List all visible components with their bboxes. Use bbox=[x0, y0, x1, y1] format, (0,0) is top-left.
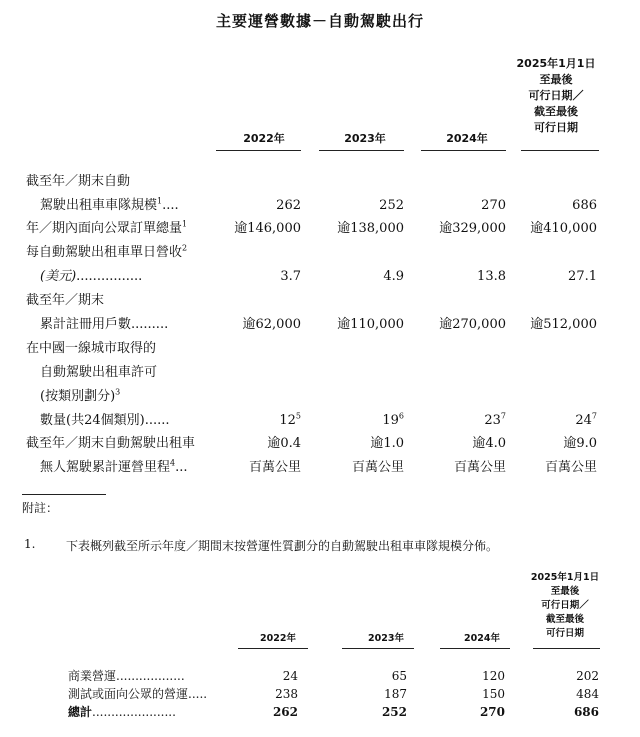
cell-value: 百萬公里 bbox=[248, 460, 301, 475]
cell-value: 逾146,000 bbox=[234, 221, 301, 236]
cell-value: 238 bbox=[275, 687, 298, 701]
col-header-2023: 2023年 bbox=[368, 633, 404, 644]
cell-value: 百萬公里 bbox=[453, 460, 506, 475]
header-line: 至最後 bbox=[539, 73, 573, 86]
row-label bbox=[40, 387, 120, 407]
cell-value bbox=[420, 411, 506, 431]
cell-value: 逾110,000 bbox=[337, 317, 404, 332]
cell-value: 逾62,000 bbox=[242, 317, 301, 332]
leader-dots: ..... bbox=[188, 687, 208, 701]
row-label: 截至年／期末 bbox=[26, 293, 105, 308]
header-underline bbox=[440, 648, 510, 649]
row-label bbox=[40, 267, 142, 287]
col-header-2025-period bbox=[528, 571, 602, 641]
value-text: 23 bbox=[484, 413, 501, 428]
label-text: 每自動駕駛出租車單日營收 bbox=[26, 245, 183, 260]
row-label: 在中國一線城市取得的 bbox=[26, 341, 157, 356]
cell-value: 逾410,000 bbox=[530, 221, 597, 236]
notes-title: 附註： bbox=[22, 501, 59, 515]
row-label bbox=[40, 458, 188, 478]
cell-value: 262 bbox=[276, 198, 301, 213]
cell-value: 270 bbox=[479, 705, 505, 719]
header-line: 可行日期 bbox=[534, 121, 578, 134]
cell-value: 187 bbox=[384, 687, 407, 701]
cell-value: 686 bbox=[572, 198, 597, 213]
cell-value: 252 bbox=[381, 705, 407, 719]
label-text: 無人駕駛累計運營里程 bbox=[40, 460, 171, 475]
header-line: 可行日期／ bbox=[528, 89, 584, 102]
header-underline bbox=[521, 150, 599, 151]
header-underline bbox=[238, 648, 308, 649]
col-header-2024: 2024年 bbox=[464, 633, 500, 644]
cell-value: 逾512,000 bbox=[530, 317, 597, 332]
cell-value: 24 bbox=[282, 669, 298, 683]
header-line: 可行日期／ bbox=[541, 600, 589, 611]
cell-value bbox=[511, 411, 597, 431]
footnote-ref: 6 bbox=[398, 411, 404, 421]
label-text: (按類別劃分) bbox=[40, 389, 116, 404]
value-text: 24 bbox=[575, 413, 592, 428]
label-text: 年／期內面向公眾訂單總量 bbox=[26, 221, 183, 236]
footnote-ref: 3 bbox=[115, 387, 121, 397]
row-label: 截至年／期末自動 bbox=[26, 174, 131, 189]
header-line: 截至最後 bbox=[545, 614, 584, 625]
cell-value: 120 bbox=[482, 669, 505, 683]
label-text: 數量(共24個類別) bbox=[40, 413, 145, 428]
page-title: 主要運營數據－自動駕駛出行 bbox=[215, 12, 424, 30]
leader-dots: ... bbox=[175, 460, 188, 475]
header-line: 2025年1月1日 bbox=[530, 572, 600, 583]
cell-value: 百萬公里 bbox=[544, 460, 597, 475]
cell-value: 4.9 bbox=[383, 269, 404, 284]
header-underline bbox=[216, 150, 301, 151]
cell-value: 270 bbox=[481, 198, 506, 213]
row-label: 截至年／期末自動駕駛出租車 bbox=[26, 436, 196, 451]
cell-value: 686 bbox=[573, 705, 599, 719]
cell-value: 202 bbox=[576, 669, 599, 683]
label-text: 累計註冊用戶數 bbox=[40, 317, 132, 332]
header-line: 截至最後 bbox=[534, 105, 578, 118]
cell-value: 262 bbox=[272, 705, 298, 719]
row-label bbox=[26, 219, 187, 239]
leader-dots: .... bbox=[162, 198, 179, 213]
cell-value: 逾270,000 bbox=[439, 317, 506, 332]
col-header-2022: 2022年 bbox=[260, 633, 296, 644]
header-line: 至最後 bbox=[550, 586, 580, 597]
row-label bbox=[68, 685, 207, 703]
cell-value bbox=[318, 411, 404, 431]
row-label: 自動駕駛出租車許可 bbox=[40, 365, 158, 380]
value-text: 12 bbox=[279, 413, 296, 428]
cell-value: 13.8 bbox=[477, 269, 506, 284]
leader-dots: ................ bbox=[76, 269, 143, 284]
header-line: 可行日期 bbox=[545, 628, 584, 639]
leader-dots: ......... bbox=[131, 317, 169, 332]
footnote-ref: 2 bbox=[182, 243, 188, 253]
footnote-ref: 5 bbox=[295, 411, 301, 421]
cell-value: 逾9.0 bbox=[563, 436, 597, 451]
cell-value bbox=[215, 411, 301, 431]
label-text: (美元) bbox=[40, 269, 77, 284]
value-text: 19 bbox=[382, 413, 399, 428]
label-text: 測試或面向公眾的營運 bbox=[68, 687, 189, 701]
header-underline bbox=[319, 150, 404, 151]
leader-dots: ...... bbox=[144, 413, 170, 428]
cell-value: 65 bbox=[391, 669, 407, 683]
col-header-2024: 2024年 bbox=[446, 132, 488, 145]
col-header-2022: 2022年 bbox=[243, 132, 285, 145]
cell-value: 逾329,000 bbox=[439, 221, 506, 236]
cell-value: 252 bbox=[379, 198, 404, 213]
cell-value: 逾0.4 bbox=[267, 436, 301, 451]
col-header-2025-period bbox=[513, 56, 599, 136]
cell-value: 150 bbox=[482, 687, 505, 701]
row-label bbox=[26, 243, 187, 263]
label-text: 駕駛出租車車隊規模 bbox=[40, 198, 158, 213]
label-text: 商業營運 bbox=[68, 669, 117, 683]
note-number: 1. bbox=[24, 537, 36, 551]
cell-value: 3.7 bbox=[280, 269, 301, 284]
header-underline bbox=[342, 648, 414, 649]
cell-value: 逾138,000 bbox=[337, 221, 404, 236]
notes-divider bbox=[22, 494, 106, 495]
cell-value: 百萬公里 bbox=[351, 460, 404, 475]
col-header-2023: 2023年 bbox=[344, 132, 386, 145]
row-label-total bbox=[68, 703, 176, 721]
label-text: 總計 bbox=[68, 705, 93, 719]
footnote-ref: 1 bbox=[157, 196, 163, 206]
cell-value: 484 bbox=[576, 687, 599, 701]
note-text: 下表概列截至所示年度／期間末按營運性質劃分的自動駕駛出租車車隊規模分佈。 bbox=[66, 539, 499, 553]
footnote-ref: 1 bbox=[182, 219, 188, 229]
leader-dots: .................. bbox=[116, 669, 185, 683]
cell-value: 逾4.0 bbox=[472, 436, 506, 451]
row-label bbox=[40, 196, 179, 216]
cell-value: 逾1.0 bbox=[370, 436, 404, 451]
header-underline bbox=[533, 648, 600, 649]
header-underline bbox=[421, 150, 506, 151]
footnote-ref: 4 bbox=[170, 458, 176, 468]
leader-dots: ...................... bbox=[92, 705, 176, 719]
cell-value: 27.1 bbox=[568, 269, 597, 284]
row-label bbox=[40, 411, 169, 431]
footnote-ref: 7 bbox=[591, 411, 597, 421]
row-label bbox=[68, 667, 185, 685]
header-line: 2025年1月1日 bbox=[516, 57, 596, 70]
row-label bbox=[40, 315, 168, 335]
footnote-ref: 7 bbox=[500, 411, 506, 421]
